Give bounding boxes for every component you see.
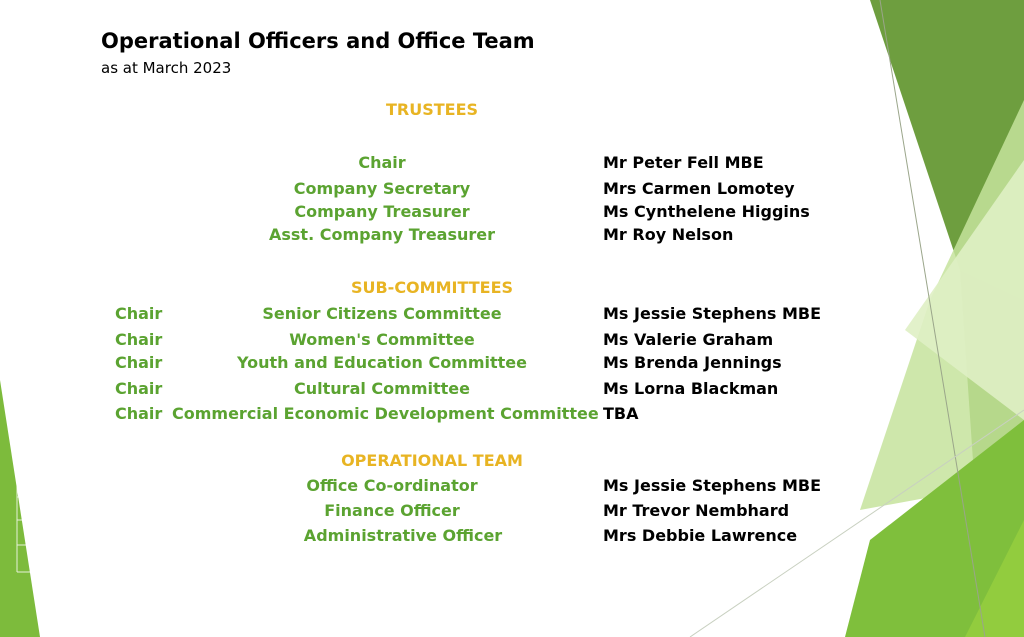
trustee-role: Asst. Company Treasurer <box>268 225 496 244</box>
subcommittee-chair-name: Ms Lorna Blackman <box>603 379 779 398</box>
subcommittee-chair-name: Ms Jessie Stephens MBE <box>603 304 822 323</box>
subcommittee-name: Youth and Education Committee <box>236 353 528 372</box>
subcommittee-chair-label: Chair <box>115 330 163 349</box>
trustee-role: Chair <box>358 153 406 172</box>
team-member-name: Mr Trevor Nembhard <box>603 501 790 520</box>
subcommittee-chair-name: Ms Brenda Jennings <box>603 353 782 372</box>
left-green-strip <box>0 380 40 637</box>
section-heading-subcommittees: SUB-COMMITTEES <box>350 278 514 297</box>
team-role: Office Co-ordinator <box>306 476 478 495</box>
trustee-name: Mrs Carmen Lomotey <box>603 179 795 198</box>
subcommittee-chair-label: Chair <box>115 379 163 398</box>
subcommittee-chair-label: Chair <box>115 353 163 372</box>
team-member-name: Mrs Debbie Lawrence <box>603 526 798 545</box>
subcommittee-name: Women's Committee <box>289 330 475 349</box>
subcommittee-name: Senior Citizens Committee <box>262 304 502 323</box>
trustee-name: Mr Peter Fell MBE <box>603 153 764 172</box>
trustee-name: Ms Cynthelene Higgins <box>603 202 810 221</box>
trustee-name: Mr Roy Nelson <box>603 225 734 244</box>
section-heading-trustees: TRUSTEES <box>385 100 479 119</box>
trustee-role: Company Secretary <box>293 179 471 198</box>
trustee-role: Company Treasurer <box>294 202 470 221</box>
subcommittee-chair-name: TBA <box>603 404 639 423</box>
subcommittee-chair-label: Chair <box>115 304 163 323</box>
section-heading-operational-team: OPERATIONAL TEAM <box>341 451 523 470</box>
subcommittee-name: Commercial Economic Development Committee <box>172 404 599 423</box>
team-member-name: Ms Jessie Stephens MBE <box>603 476 822 495</box>
team-role: Administrative Officer <box>303 526 503 545</box>
team-role: Finance Officer <box>324 501 460 520</box>
subcommittee-chair-label: Chair <box>115 404 163 423</box>
subcommittee-chair-name: Ms Valerie Graham <box>603 330 774 349</box>
page-title: Operational Officers and Office Team <box>101 29 535 53</box>
subcommittee-name: Cultural Committee <box>294 379 470 398</box>
page-subtitle: as at March 2023 <box>101 59 232 77</box>
